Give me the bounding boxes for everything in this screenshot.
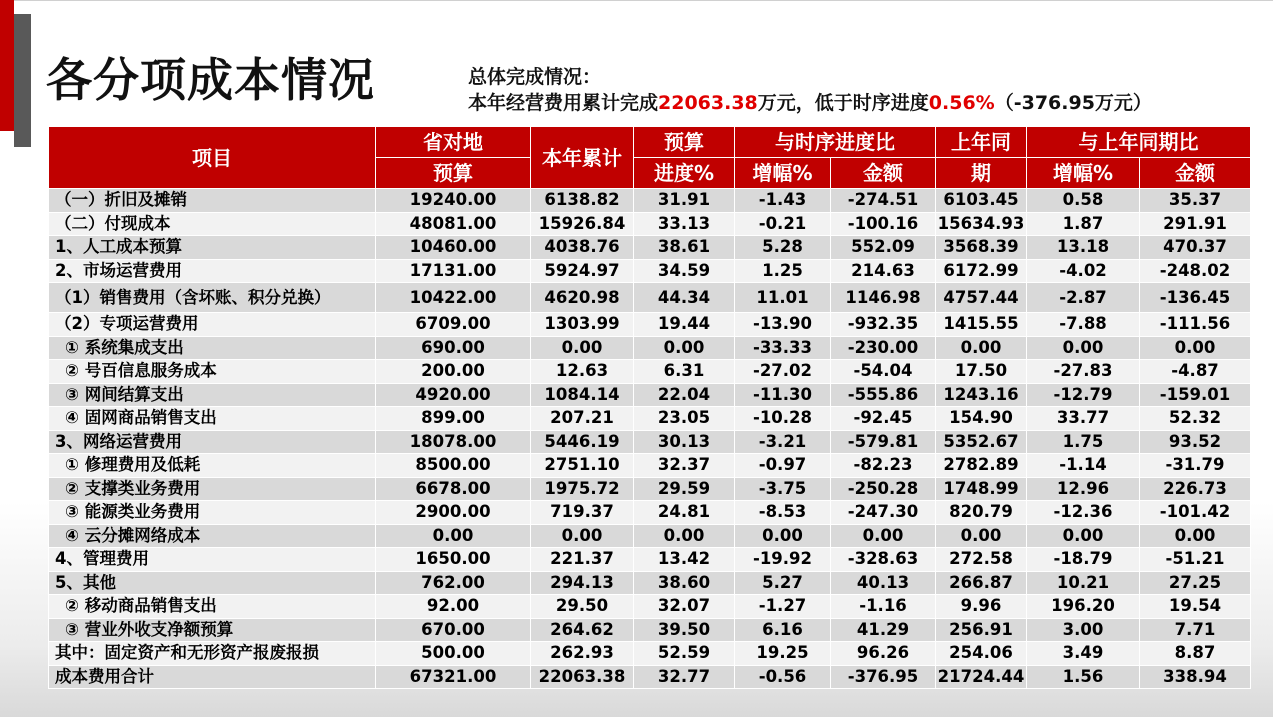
table-row [49, 548, 1251, 572]
summary-block [468, 64, 1152, 116]
summary-suffix: （-376.95万元） [994, 92, 1152, 114]
cell-timing-rate: 1.25 [735, 259, 831, 283]
cell-last-year: 5352.67 [936, 430, 1027, 454]
cell-timing-amount: 96.26 [831, 642, 936, 666]
cell-ytd: 262.93 [531, 642, 634, 666]
cell-yoy-rate: 13.18 [1027, 236, 1140, 260]
cell-budget: 2900.00 [376, 501, 531, 525]
cell-timing-rate: -27.02 [735, 360, 831, 384]
header-yoy-group: 与上年同期比 [1027, 127, 1251, 158]
cell-progress: 39.50 [634, 618, 735, 642]
header-progress-top: 预算 [634, 127, 735, 158]
cell-yoy-amount: 291.91 [1140, 212, 1251, 236]
summary-middle: 万元，低于时序进度 [757, 92, 929, 114]
cell-last-year: 6172.99 [936, 259, 1027, 283]
cell-budget: 19240.00 [376, 189, 531, 213]
cell-progress: 52.59 [634, 642, 735, 666]
cell-last-year: 3568.39 [936, 236, 1027, 260]
cell-budget: 670.00 [376, 618, 531, 642]
cell-timing-rate: 0.00 [735, 524, 831, 548]
cell-progress: 24.81 [634, 501, 735, 525]
header-yoy-amount: 金额 [1140, 158, 1251, 189]
cost-table [48, 126, 1251, 689]
header-ytd: 本年累计 [531, 127, 634, 189]
cell-budget: 8500.00 [376, 454, 531, 478]
cell-progress: 33.13 [634, 212, 735, 236]
header-yoy-rate: 增幅% [1027, 158, 1140, 189]
cell-timing-amount: 0.00 [831, 524, 936, 548]
cell-yoy-amount: 226.73 [1140, 477, 1251, 501]
cell-last-year: 154.90 [936, 407, 1027, 431]
cell-timing-rate: 11.01 [735, 283, 831, 313]
cell-yoy-rate: -2.87 [1027, 283, 1140, 313]
top-divider [0, 0, 1273, 1]
summary-cumulative: 22063.38 [658, 92, 758, 114]
cell-ytd: 1975.72 [531, 477, 634, 501]
accent-bar-red [0, 0, 14, 131]
cell-last-year: 0.00 [936, 336, 1027, 360]
cell-budget: 1650.00 [376, 548, 531, 572]
cell-last-year: 15634.93 [936, 212, 1027, 236]
table-row [49, 336, 1251, 360]
cell-timing-amount: 40.13 [831, 571, 936, 595]
cell-timing-amount: -100.16 [831, 212, 936, 236]
row-item-name: 成本费用合计 [49, 665, 376, 689]
header-progress-bottom: 进度% [634, 158, 735, 189]
cell-last-year: 17.50 [936, 360, 1027, 384]
cell-yoy-amount: 8.87 [1140, 642, 1251, 666]
cell-progress: 31.91 [634, 189, 735, 213]
table-row [49, 236, 1251, 260]
cell-yoy-rate: 10.21 [1027, 571, 1140, 595]
cell-yoy-rate: 3.00 [1027, 618, 1140, 642]
cell-progress: 32.07 [634, 595, 735, 619]
cell-yoy-rate: 0.58 [1027, 189, 1140, 213]
row-item-name: （二）付现成本 [49, 212, 376, 236]
table-row [49, 283, 1251, 313]
cell-timing-amount: -932.35 [831, 313, 936, 337]
cell-budget: 500.00 [376, 642, 531, 666]
cell-yoy-amount: 19.54 [1140, 595, 1251, 619]
cell-yoy-amount: 0.00 [1140, 336, 1251, 360]
cell-yoy-amount: -4.87 [1140, 360, 1251, 384]
row-item-name: （一）折旧及摊销 [49, 189, 376, 213]
cell-timing-rate: -13.90 [735, 313, 831, 337]
header-budget-top: 省对地 [376, 127, 531, 158]
row-item-name: ③ 营业外收支净额预算 [49, 618, 376, 642]
cell-timing-amount: -54.04 [831, 360, 936, 384]
cell-timing-rate: -33.33 [735, 336, 831, 360]
cell-yoy-amount: -51.21 [1140, 548, 1251, 572]
cell-progress: 22.04 [634, 383, 735, 407]
cell-budget: 690.00 [376, 336, 531, 360]
cell-ytd: 0.00 [531, 336, 634, 360]
cell-last-year: 256.91 [936, 618, 1027, 642]
header-timing-amount: 金额 [831, 158, 936, 189]
row-item-name: ② 号百信息服务成本 [49, 360, 376, 384]
row-item-name: ① 系统集成支出 [49, 336, 376, 360]
header-last-year-top: 上年同 [936, 127, 1027, 158]
header-timing-rate: 增幅% [735, 158, 831, 189]
cell-yoy-rate: -27.83 [1027, 360, 1140, 384]
cell-ytd: 22063.38 [531, 665, 634, 689]
cell-ytd: 264.62 [531, 618, 634, 642]
cell-ytd: 15926.84 [531, 212, 634, 236]
cell-budget: 4920.00 [376, 383, 531, 407]
row-item-name: ④ 固网商品销售支出 [49, 407, 376, 431]
cell-yoy-amount: 27.25 [1140, 571, 1251, 595]
cell-yoy-rate: 196.20 [1027, 595, 1140, 619]
row-item-name: 2、市场运营费用 [49, 259, 376, 283]
cell-last-year: 6103.45 [936, 189, 1027, 213]
table-row [49, 454, 1251, 478]
row-item-name: 5、其他 [49, 571, 376, 595]
cell-yoy-rate: -7.88 [1027, 313, 1140, 337]
header-budget-bottom: 预算 [376, 158, 531, 189]
cell-timing-rate: -1.43 [735, 189, 831, 213]
cell-budget: 10422.00 [376, 283, 531, 313]
cell-yoy-amount: -248.02 [1140, 259, 1251, 283]
summary-line [468, 90, 1152, 116]
cell-yoy-rate: 33.77 [1027, 407, 1140, 431]
row-item-name: 1、人工成本预算 [49, 236, 376, 260]
cell-yoy-amount: 52.32 [1140, 407, 1251, 431]
cell-budget: 200.00 [376, 360, 531, 384]
row-item-name: 3、网络运营费用 [49, 430, 376, 454]
table-row [49, 595, 1251, 619]
row-item-name: ④ 云分摊网络成本 [49, 524, 376, 548]
table-row [49, 259, 1251, 283]
cell-last-year: 820.79 [936, 501, 1027, 525]
cell-ytd: 207.21 [531, 407, 634, 431]
cell-progress: 38.60 [634, 571, 735, 595]
table-row [49, 571, 1251, 595]
cell-timing-amount: -579.81 [831, 430, 936, 454]
header-item: 项目 [49, 127, 376, 189]
cell-yoy-amount: 338.94 [1140, 665, 1251, 689]
row-item-name: （1）销售费用（含坏账、积分兑换） [49, 283, 376, 313]
cell-timing-amount: -555.86 [831, 383, 936, 407]
cell-progress: 29.59 [634, 477, 735, 501]
cell-yoy-amount: -31.79 [1140, 454, 1251, 478]
cell-budget: 17131.00 [376, 259, 531, 283]
cell-yoy-amount: 93.52 [1140, 430, 1251, 454]
cell-progress: 0.00 [634, 524, 735, 548]
cell-timing-amount: -328.63 [831, 548, 936, 572]
cell-ytd: 0.00 [531, 524, 634, 548]
table-row [49, 407, 1251, 431]
table-row [49, 360, 1251, 384]
table-row [49, 212, 1251, 236]
cell-timing-amount: -82.23 [831, 454, 936, 478]
cell-timing-rate: -19.92 [735, 548, 831, 572]
cell-timing-amount: 41.29 [831, 618, 936, 642]
cell-yoy-amount: 7.71 [1140, 618, 1251, 642]
row-item-name: 4、管理费用 [49, 548, 376, 572]
cell-yoy-rate: 12.96 [1027, 477, 1140, 501]
row-item-name: ② 移动商品销售支出 [49, 595, 376, 619]
cell-budget: 92.00 [376, 595, 531, 619]
cell-timing-amount: -274.51 [831, 189, 936, 213]
table-header [49, 127, 1251, 189]
summary-heading: 总体完成情况： [468, 66, 602, 88]
cell-ytd: 5446.19 [531, 430, 634, 454]
cell-timing-rate: -0.97 [735, 454, 831, 478]
cell-progress: 38.61 [634, 236, 735, 260]
cell-yoy-rate: 1.75 [1027, 430, 1140, 454]
cell-yoy-rate: 0.00 [1027, 336, 1140, 360]
cell-budget: 10460.00 [376, 236, 531, 260]
cell-yoy-rate: -12.79 [1027, 383, 1140, 407]
cell-ytd: 2751.10 [531, 454, 634, 478]
cell-yoy-rate: 1.87 [1027, 212, 1140, 236]
cell-yoy-rate: -4.02 [1027, 259, 1140, 283]
row-item-name: 其中：固定资产和无形资产报废报损 [49, 642, 376, 666]
cell-ytd: 12.63 [531, 360, 634, 384]
cell-progress: 30.13 [634, 430, 735, 454]
cell-progress: 0.00 [634, 336, 735, 360]
row-item-name: ① 修理费用及低耗 [49, 454, 376, 478]
table-body [49, 189, 1251, 689]
cell-progress: 32.37 [634, 454, 735, 478]
header-last-year-bottom: 期 [936, 158, 1027, 189]
table-row [49, 524, 1251, 548]
cell-timing-rate: -1.27 [735, 595, 831, 619]
cell-progress: 19.44 [634, 313, 735, 337]
cell-budget: 67321.00 [376, 665, 531, 689]
cell-budget: 6678.00 [376, 477, 531, 501]
cell-yoy-rate: 1.56 [1027, 665, 1140, 689]
cell-ytd: 221.37 [531, 548, 634, 572]
cell-budget: 6709.00 [376, 313, 531, 337]
cell-last-year: 272.58 [936, 548, 1027, 572]
cell-last-year: 4757.44 [936, 283, 1027, 313]
cell-timing-amount: -1.16 [831, 595, 936, 619]
cell-timing-rate: 5.28 [735, 236, 831, 260]
cell-budget: 899.00 [376, 407, 531, 431]
cell-yoy-rate: 0.00 [1027, 524, 1140, 548]
cell-timing-rate: 19.25 [735, 642, 831, 666]
cell-timing-amount: -230.00 [831, 336, 936, 360]
cell-last-year: 266.87 [936, 571, 1027, 595]
cell-timing-amount: -92.45 [831, 407, 936, 431]
cell-last-year: 254.06 [936, 642, 1027, 666]
cell-timing-rate: 6.16 [735, 618, 831, 642]
cell-timing-rate: -11.30 [735, 383, 831, 407]
cell-timing-amount: -376.95 [831, 665, 936, 689]
cell-budget: 0.00 [376, 524, 531, 548]
table-row [49, 501, 1251, 525]
cell-yoy-amount: 0.00 [1140, 524, 1251, 548]
table-row [49, 618, 1251, 642]
cell-yoy-rate: -12.36 [1027, 501, 1140, 525]
cell-yoy-rate: 3.49 [1027, 642, 1140, 666]
row-item-name: ③ 能源类业务费用 [49, 501, 376, 525]
summary-prefix: 本年经营费用累计完成 [468, 92, 659, 114]
cell-yoy-amount: 470.37 [1140, 236, 1251, 260]
row-item-name: ② 支撑类业务费用 [49, 477, 376, 501]
cell-budget: 48081.00 [376, 212, 531, 236]
cell-last-year: 2782.89 [936, 454, 1027, 478]
cell-timing-rate: -8.53 [735, 501, 831, 525]
cell-last-year: 9.96 [936, 595, 1027, 619]
cell-timing-amount: 214.63 [831, 259, 936, 283]
cell-progress: 23.05 [634, 407, 735, 431]
table-row [49, 642, 1251, 666]
cell-last-year: 21724.44 [936, 665, 1027, 689]
cell-last-year: 0.00 [936, 524, 1027, 548]
cell-ytd: 6138.82 [531, 189, 634, 213]
cell-yoy-rate: -18.79 [1027, 548, 1140, 572]
cell-ytd: 294.13 [531, 571, 634, 595]
cell-yoy-amount: -136.45 [1140, 283, 1251, 313]
cell-progress: 6.31 [634, 360, 735, 384]
page-title: 各分项成本情况 [46, 53, 375, 107]
cell-ytd: 719.37 [531, 501, 634, 525]
cell-timing-amount: 552.09 [831, 236, 936, 260]
summary-percent: 0.56% [928, 92, 995, 114]
cell-progress: 32.77 [634, 665, 735, 689]
table-row [49, 189, 1251, 213]
cell-last-year: 1243.16 [936, 383, 1027, 407]
cell-budget: 18078.00 [376, 430, 531, 454]
table-row [49, 477, 1251, 501]
cell-timing-rate: -10.28 [735, 407, 831, 431]
cell-timing-amount: -250.28 [831, 477, 936, 501]
cell-ytd: 1303.99 [531, 313, 634, 337]
cell-last-year: 1748.99 [936, 477, 1027, 501]
table-row [49, 313, 1251, 337]
cell-budget: 762.00 [376, 571, 531, 595]
cell-ytd: 4620.98 [531, 283, 634, 313]
accent-bar-gray [14, 14, 31, 147]
cell-yoy-rate: -1.14 [1027, 454, 1140, 478]
cell-yoy-amount: -159.01 [1140, 383, 1251, 407]
cell-yoy-amount: 35.37 [1140, 189, 1251, 213]
cell-timing-rate: -0.21 [735, 212, 831, 236]
table-row [49, 383, 1251, 407]
cell-timing-amount: 1146.98 [831, 283, 936, 313]
cell-timing-rate: -0.56 [735, 665, 831, 689]
cell-timing-amount: -247.30 [831, 501, 936, 525]
cell-progress: 13.42 [634, 548, 735, 572]
cell-last-year: 1415.55 [936, 313, 1027, 337]
cell-progress: 44.34 [634, 283, 735, 313]
cell-timing-rate: -3.75 [735, 477, 831, 501]
row-item-name: （2）专项运营费用 [49, 313, 376, 337]
table-row [49, 430, 1251, 454]
cell-timing-rate: 5.27 [735, 571, 831, 595]
cell-yoy-amount: -101.42 [1140, 501, 1251, 525]
cell-ytd: 5924.97 [531, 259, 634, 283]
cell-ytd: 1084.14 [531, 383, 634, 407]
cell-progress: 34.59 [634, 259, 735, 283]
cell-yoy-amount: -111.56 [1140, 313, 1251, 337]
row-item-name: ③ 网间结算支出 [49, 383, 376, 407]
table-row [49, 665, 1251, 689]
cell-ytd: 29.50 [531, 595, 634, 619]
header-timing-group: 与时序进度比 [735, 127, 936, 158]
cell-ytd: 4038.76 [531, 236, 634, 260]
cell-timing-rate: -3.21 [735, 430, 831, 454]
